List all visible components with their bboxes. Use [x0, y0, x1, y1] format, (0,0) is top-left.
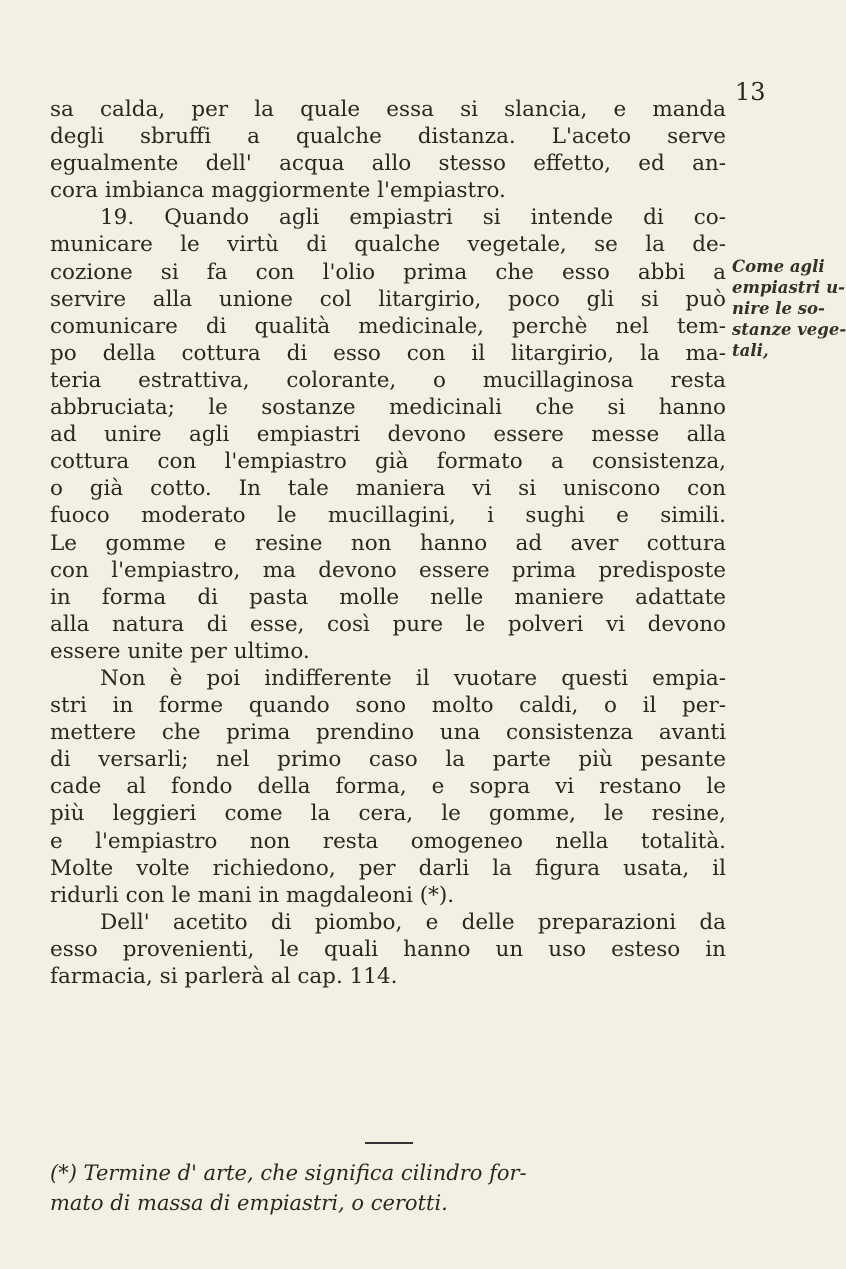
text-line: abbruciata; le sostanze medicinali che si hanno: [50, 395, 726, 421]
page-number: 13: [735, 78, 766, 106]
text-line: ad unire agli empiastri devono essere messe alla: [50, 422, 726, 448]
margin-note: [732, 256, 846, 361]
margin-note-line: Come agli: [732, 257, 825, 276]
text-line: in forma di pasta molle nelle maniere adattate: [50, 584, 726, 610]
text-line: e l'empiastro non resta omogeneo nella totalità.: [50, 828, 726, 854]
text-line: teria estrattiva, colorante, o mucillaginosa resta: [50, 367, 726, 393]
text-line: più leggieri come la cera, le gomme, le resine,: [50, 801, 726, 827]
text-line: o già cotto. In tale maniera vi si uniscono con: [50, 476, 726, 502]
text-line: po della cottura di esso con il litargirio, la ma-: [50, 340, 726, 366]
text-line: esso provenienti, le quali hanno un uso esteso in: [50, 936, 726, 962]
text-line: con l'empiastro, ma devono essere prima predisposte: [50, 557, 726, 583]
margin-note-line: empiastri u-: [732, 278, 845, 297]
text-line: Le gomme e resine non hanno ad aver cottura: [50, 530, 726, 556]
text-line: farmacia, si parlerà al cap. 114.: [50, 964, 398, 989]
text-line: degli sbruffi a qualche distanza. L'aceto serve: [50, 124, 726, 150]
paragraph-start: Non è poi indifferente il vuotare questi empia-: [100, 665, 726, 691]
text-line: mettere che prima prendino una consistenza avanti: [50, 720, 726, 746]
text-line: fuoco moderato le mucillagini, i sughi e simili.: [50, 503, 726, 529]
text-line: municare le virtù di qualche vegetale, se la de-: [50, 232, 726, 258]
text-line: Molte volte richiedono, per darli la figura usata, il: [50, 855, 726, 881]
footnote: [50, 1158, 726, 1218]
paragraph-start: Dell' acetito di piombo, e delle preparazioni da: [100, 909, 726, 935]
text-line: stri in forme quando sono molto caldi, o il per-: [50, 693, 726, 719]
text-line: ridurli con le mani in magdaleoni (*).: [50, 882, 455, 908]
text-line: cozione si fa con l'olio prima che esso abbi a: [50, 259, 726, 285]
section-19-start: 19. Quando agli empiastri si intende di co-: [100, 205, 726, 231]
text-line: sa calda, per la quale essa si slancia, e manda: [50, 97, 726, 122]
margin-note-line: nire le so-: [732, 299, 825, 318]
text-line: cora imbianca maggiormente l'empiastro.: [50, 178, 506, 204]
text-line: comunicare di qualità medicinale, perchè nel tem-: [50, 313, 726, 339]
footnote-divider: [365, 1142, 413, 1144]
text-line: servire alla unione col litargirio, poco gli si può: [50, 286, 726, 312]
text-line: alla natura di esse, così pure le polveri vi devono: [50, 611, 726, 637]
text-line: cottura con l'empiastro già formato a consistenza,: [50, 449, 726, 475]
footnote-line: mato di massa di empiastri, o cerotti.: [50, 1191, 448, 1215]
margin-note-line: tali,: [732, 341, 769, 360]
body-text: [50, 96, 726, 990]
text-line: egualmente dell' acqua allo stesso effetto, ed an-: [50, 151, 726, 177]
text-line: cade al fondo della forma, e sopra vi restano le: [50, 774, 726, 800]
footnote-line: (*) Termine d' arte, che significa cilindro for-: [50, 1161, 527, 1185]
text-line: essere unite per ultimo.: [50, 638, 310, 664]
text-line: di versarli; nel primo caso la parte più pesante: [50, 747, 726, 773]
margin-note-line: stanze vege-: [732, 320, 846, 339]
